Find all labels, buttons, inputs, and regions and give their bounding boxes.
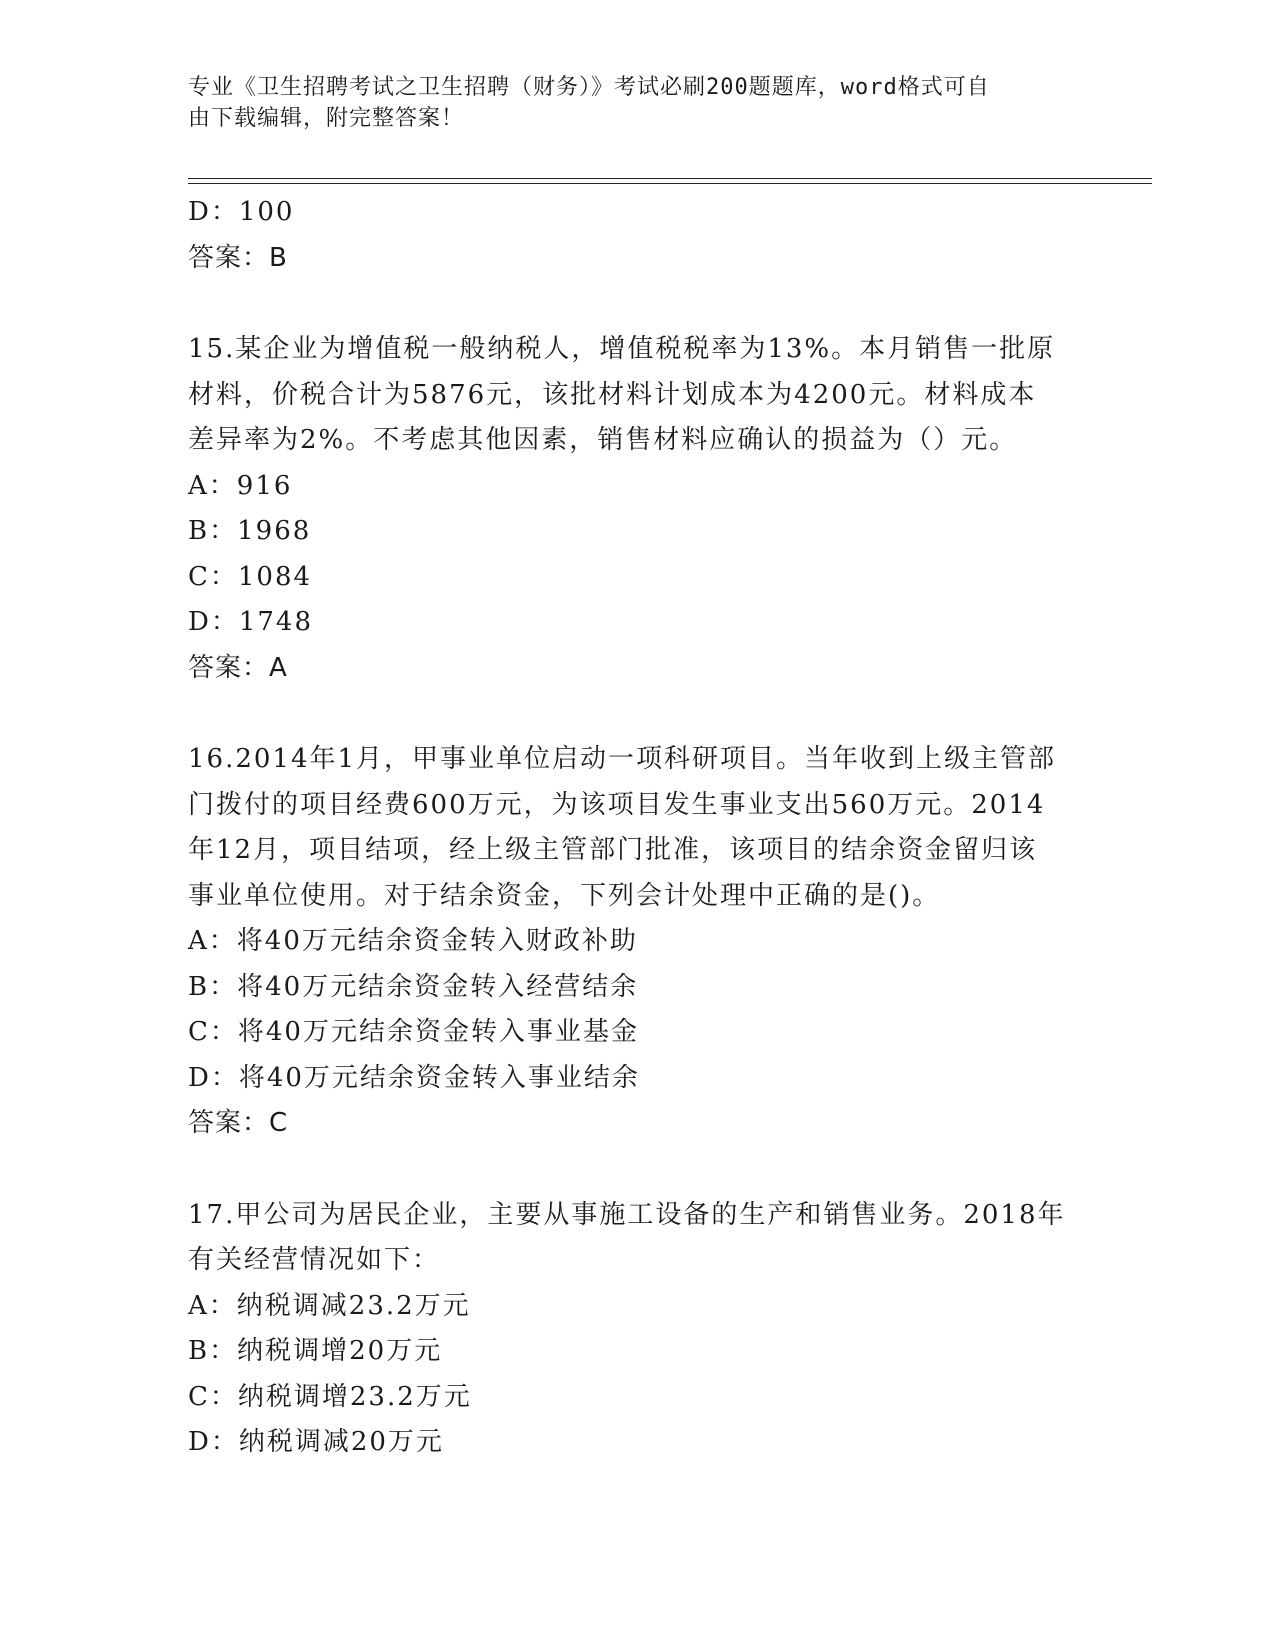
- option-b: B：纳税调增20万元: [188, 1336, 443, 1366]
- option-a: A：916: [188, 470, 293, 501]
- option-d: D：将40万元结余资金转入事业结余: [188, 1062, 640, 1093]
- answer-line: 答案：A: [188, 652, 288, 683]
- question-14-tail: [188, 190, 1088, 281]
- question-stem-line: 年12月，项目结项，经上级主管部门批准，该项目的结余资金留归该: [188, 835, 1038, 865]
- question-stem-line: 17.甲公司为居民企业，主要从事施工设备的生产和销售业务。2018年: [188, 1199, 1066, 1230]
- question-stem-line: 16.2014年1月，甲事业单位启动一项科研项目。当年收到上级主管部: [188, 744, 1057, 774]
- question-15: [188, 327, 1088, 691]
- option-c: C：纳税调增23.2万元: [188, 1381, 472, 1412]
- option-b: B：1968: [188, 516, 312, 546]
- option-d: D：纳税调减20万元: [188, 1427, 444, 1457]
- spacer: [188, 691, 1088, 737]
- option-b: B：将40万元结余资金转入经营结余: [188, 971, 639, 1002]
- question-stem-line: 门拨付的项目经费600万元，为该项目发生事业支出560万元。2014: [188, 789, 1046, 820]
- question-17: [188, 1193, 1088, 1466]
- question-16: [188, 737, 1088, 1147]
- option-a: A：纳税调减23.2万元: [188, 1290, 471, 1321]
- option-d: D：1748: [188, 607, 314, 637]
- question-stem-line: 有关经营情况如下：: [188, 1245, 441, 1275]
- option-c: C：1084: [188, 561, 313, 592]
- question-stem-line: 事业单位使用。对于结余资金，下列会计处理中正确的是()。: [188, 880, 941, 911]
- header-title-line-1: 专业《卫生招聘考试之卫生招聘（财务）》考试必刷200题题库，word格式可自: [188, 75, 990, 100]
- answer-line: 答案：B: [188, 242, 288, 273]
- document-header: [188, 72, 1068, 134]
- spacer: [188, 281, 1088, 327]
- option-a: A：将40万元结余资金转入财政补助: [188, 926, 638, 956]
- option-d: D：100: [188, 197, 295, 227]
- question-stem-line: 材料，价税合计为5876元，该批材料计划成本为4200元。材料成本: [188, 379, 1037, 410]
- question-stem-line: 差异率为2%。不考虑其他因素，销售材料应确认的损益为（）元。: [188, 425, 1018, 455]
- option-c: C：将40万元结余资金转入事业基金: [188, 1017, 639, 1047]
- header-divider-bottom: [188, 183, 1152, 184]
- spacer: [188, 1147, 1088, 1193]
- answer-line: 答案：C: [188, 1108, 289, 1138]
- question-stem-line: 15.某企业为增值税一般纳税人，增值税税率为13%。本月销售一批原: [188, 334, 1056, 364]
- question-list: [188, 190, 1088, 1466]
- header-title-line-2: 由下载编辑，附完整答案！: [188, 106, 465, 131]
- header-divider-top: [188, 178, 1152, 179]
